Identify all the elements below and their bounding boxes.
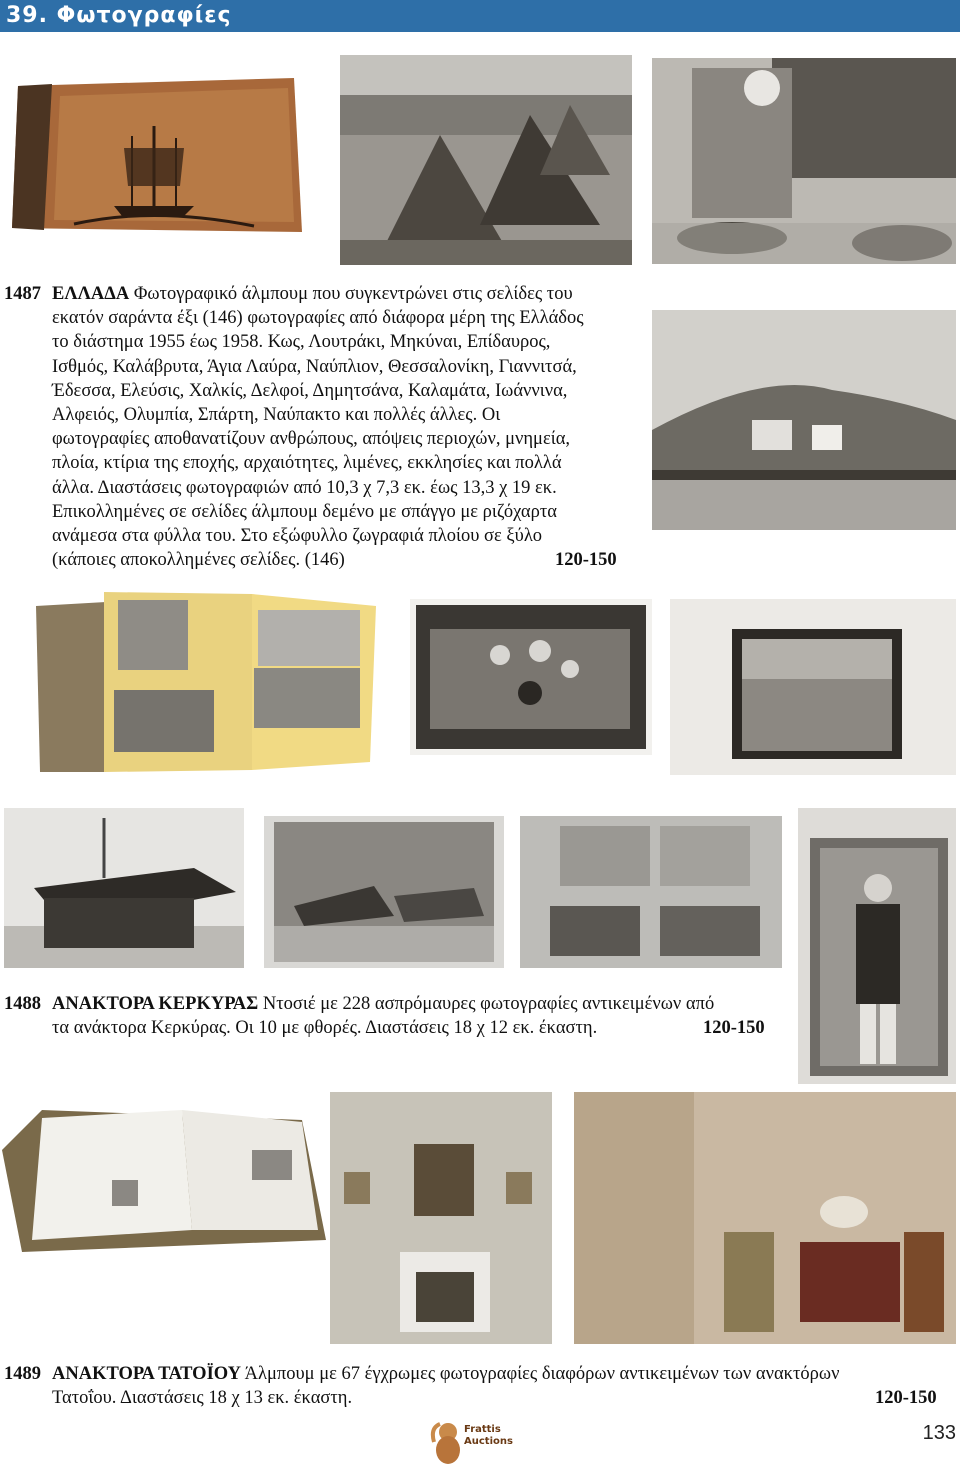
logo-line-2: Auctions — [464, 1436, 513, 1447]
photo-desk — [4, 808, 244, 968]
lot-text-line: άλλα. Διαστάσεις φωτογραφιών από 10,3 χ 7,3 εκ. έως 13,3 χ 19 εκ. — [52, 477, 557, 498]
photo-open-album-2 — [2, 1090, 328, 1254]
logo-line-1: Frattis — [464, 1424, 501, 1435]
logo-text — [464, 1424, 513, 1448]
lot-title: ΑΝΑΚΤΟΡΑ ΚΕΡΚΥΡΑΣ — [52, 994, 259, 1014]
lot-text-line: ανάμεσα στα φύλλα του. Στο εξώφυλλο ζωγραφιά πλοίου σε ξύλο — [52, 526, 543, 547]
lot-number: 1487 — [4, 284, 41, 304]
lot-text-line: φωτογραφίες αποθανατίζουν ανθρώπους, απόψεις περιοχών, μνημεία, — [52, 429, 571, 450]
photo-open-album — [26, 586, 378, 774]
lot-text-line: Άλμπουμ με 67 έγχρωμες φωτογραφίες διαφόρων αντικειμένων των ανακτόρων — [241, 1364, 840, 1384]
lot-text-line: Αλφειός, Ολυμπία, Σπάρτη, Ναύπακτο και πολλές άλλες. Οι — [52, 405, 501, 426]
photo-woman-cooking — [652, 58, 956, 264]
photo-royal-portrait — [798, 808, 956, 1084]
lot-text-line: τα ανάκτορα Κερκύρας. Οι 10 με φθορές. Διαστάσεις 18 χ 12 εκ. έκαστη. — [52, 1018, 598, 1039]
lot-text-line: Ισθμός, Καλάβρυτα, Άγια Λαύρα, Ναύπλιον, Θεσσαλονίκη, Γιαννιτσά, — [52, 356, 577, 377]
photo-thatched-huts — [340, 55, 632, 265]
lot-number: 1489 — [4, 1364, 41, 1384]
lot-1488 — [4, 992, 794, 1044]
photo-bedroom — [520, 816, 782, 968]
photo-warships-painting — [264, 816, 504, 968]
photo-album-cover — [4, 56, 306, 242]
lot-estimate: 120-150 — [555, 550, 617, 570]
lot-estimate: 120-150 — [703, 1018, 765, 1038]
lot-text-line: πλοία, κτίρια της εποχής, αρχαιότητες, λιμένες, εκκλησίες και πολλά — [52, 453, 562, 474]
lot-text-line: (κάποιες αποκολλημένες σελίδες. (146) — [52, 550, 345, 571]
photo-hillside-town — [652, 310, 956, 530]
auction-house-logo — [430, 1414, 526, 1468]
lot-title: ΑΝΑΚΤΟΡΑ ΤΑΤΟΪΟΥ — [52, 1364, 242, 1384]
photo-cutlery-set — [410, 599, 652, 755]
lot-text-line: Επικολλημένες σε σελίδες άλμπουμ δεμένο με σπάγγο με ριζόχαρτα — [52, 501, 557, 522]
lot-description — [52, 992, 714, 1040]
lot-1489 — [4, 1362, 954, 1414]
photo-commode-chairs — [574, 1092, 956, 1344]
lot-estimate: 120-150 — [875, 1388, 937, 1408]
lot-text-line: Τατοΐου. Διαστάσεις 18 χ 13 εκ. έκαστη. — [52, 1388, 353, 1409]
lot-text-line: Ντοσιέ με 228 ασπρόμαυρες φωτογραφίες αντικειμένων από — [258, 994, 715, 1014]
lot-description — [52, 1362, 839, 1410]
photo-fireplace-room — [330, 1092, 552, 1344]
lot-title: ΕΛΛΑΔΑ — [52, 284, 130, 304]
lot-text-line: Φωτογραφικό άλμπουμ που συγκεντρώνει στις σελίδες του — [129, 284, 573, 304]
lot-text-line: εκατόν σαράντα έξι (146) φωτογραφίες από διάφορα μέρη της Ελλάδος — [52, 308, 584, 329]
section-title: 39. Φωτογραφίες — [6, 3, 232, 28]
lot-text-line: Έδεσσα, Ελεύσις, Χαλκίς, Δελφοί, Δημητσάνα, Καλαμάτα, Ιωάννινα, — [52, 380, 568, 401]
lot-number: 1488 — [4, 994, 41, 1014]
section-header — [0, 0, 960, 32]
photo-framed-painting — [670, 599, 956, 775]
lot-1487 — [4, 282, 644, 582]
lot-description — [52, 282, 584, 572]
lot-text-line: το διάστημα 1955 έως 1958. Κως, Λουτράκι, Μηκύναι, Επίδαυρος, — [52, 332, 551, 353]
page-number: 133 — [922, 1422, 956, 1444]
